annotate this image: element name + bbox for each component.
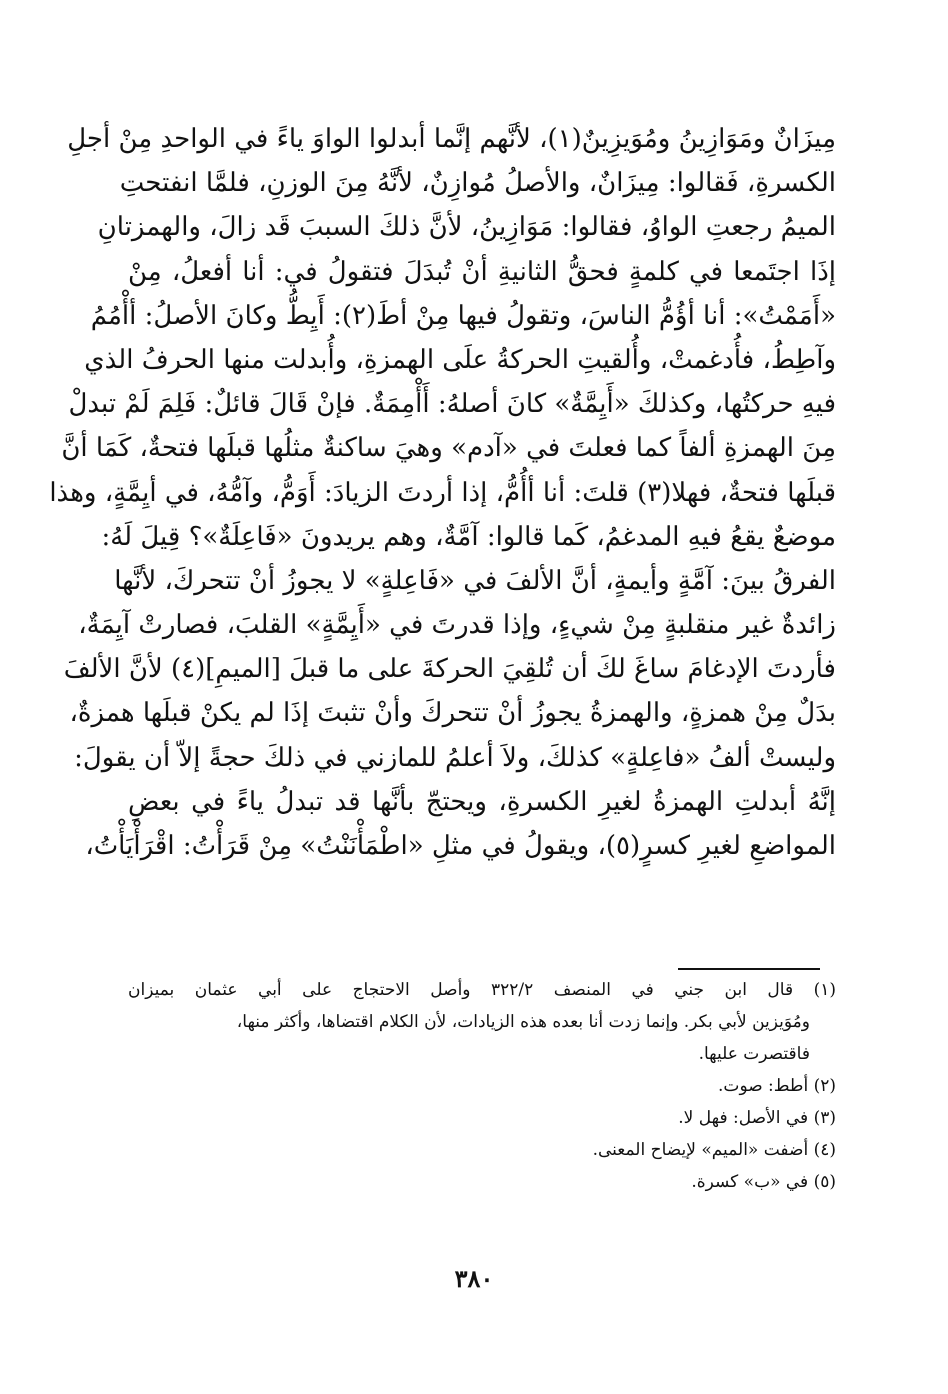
text-line: موضعٌ يقعُ فيهِ المدغمُ، كَما قالوا: آمَّةٌ، وهم يريدونَ «فَاعِلَةٌ»؟ قِيلَ لَهُ: <box>101 521 836 552</box>
text-line: قبلَها فتحةٌ، فهلا(٣) قلتَ: أنا أأُمُّ، إذا أردتَ الزيادَ: أَوَمُّ، وآمُّهُ، في أيِمَّةٍ، وهذا <box>49 477 836 508</box>
text-line: فأردتَ الإدغامَ ساغَ لكَ أن تُلقِيَ الحركةَ على ما قبلَ [الميمِ](٤) لأنَّ الألفَ <box>63 654 836 685</box>
footnote-1-continued: فاقتصرت عليها. <box>698 1044 810 1064</box>
text-line: الفرقُ بينَ: آمَّةٍ وأيمةٍ، أنَّ الألفَ في «فَاعِلةٍ» لا يجوزُ أنْ تتحركَ، لأنَّها <box>114 565 836 596</box>
text-line: مِيزَانٌ ومَوَازِينُ ومُوَيزِينٌ(١)، لأنَّهم إنَّما أبدلوا الواوَ ياءً في الواحدِ مِنْ أجلِ <box>67 124 836 154</box>
footnote-2: (٢) أطط: صوت. <box>718 1076 836 1096</box>
footnotes-block <box>128 974 836 1198</box>
text-line: إذَا اجتَمعا في كلمةٍ فحقُّ الثانيةِ أنْ تُبدَلَ فتقولُ في: أنا أفعلُ، مِنْ <box>128 256 836 287</box>
footnote-1-continued: ومُوَيزين لأبي بكر. وإنما زدت أنا بعده هذه الزيادات، لأن الكلام اقتضاها، وأكثر منها، <box>236 1012 810 1032</box>
footnote-1: (١) قال ابن جني في المنصف ٣٢٢/٢ وأصل الاحتجاج على أبي عثمان بميزان <box>128 980 836 1000</box>
main-text-block <box>49 117 836 868</box>
footnote-3: (٣) في الأصل: فهل لا. <box>678 1108 836 1128</box>
text-line: وآطِطُ، فأُدغمتْ، وأُلقيتِ الحركةُ علَى الهمزةِ، وأُبدلت منها الحرفُ الذي <box>84 344 836 375</box>
text-line: مِنَ الهمزةِ ألفاً كما فعلتَ في «آدم» وهيَ ساكنةٌ مثلُها قبلَها فتحةٌ، كَمَا أنَّ <box>61 433 836 464</box>
text-line: فيهِ حركتُها، وكذلكَ «أَيِمَّةٌ» كانَ أصلهُ: أَأْمِمَةٌ. فإنْ قَالَ قائلٌ: فَلِمَ لَمْ تبدلْ <box>68 389 836 420</box>
footnote-4: (٤) أضفت «الميم» لإيضاح المعنى. <box>592 1140 836 1160</box>
text-line: بدَلٌ مِنْ همزةٍ، والهمزةُ يجوزُ أنْ تتحركَ وأنْ تثبتَ إذَا لم يكنْ قبلَها همزةٌ، <box>69 698 836 729</box>
text-line: «أَمَمْتُ»: أنا أؤُمُّ الناسَ، وتقولُ فيها مِنْ أطَ(٢): أَيِطُّ وكانَ الأصلُ: أأْمُمُ <box>90 300 836 331</box>
text-line: وليستْ ألفُ «فاعِلةٍ» كذلكَ، ولاَ أعلمُ للمازني في ذلكَ حجةً إلاّ أن يقولَ: <box>74 742 836 773</box>
text-line: زائدةٌ غير منقلبةٍ مِنْ شيءٍ، وإذا قدرتَ في «أَيِمَّةٍ» القلبَ، فصارتْ آيِمَةٌ، <box>78 610 836 641</box>
text-line: الميمُ رجعتِ الواوُ، فقالوا: مَوَازِينُ، لأنَّ ذلكَ السببَ قَد زالَ، والهمزتانِ <box>97 212 836 243</box>
footnote-5: (٥) في «ب» كسرة. <box>691 1172 836 1192</box>
page-number: ٣٨٠ <box>454 1264 494 1293</box>
footnote-separator <box>678 968 820 970</box>
text-line: إنَّهُ أبدلتِ الهمزةُ لغيرِ الكسرةِ، ويحتجّ بأنَّها قد تبدلُ ياءً في بعضِ <box>128 786 836 817</box>
text-line: المواضعِ لغيرِ كسرٍ(٥)، ويقولُ في مثلِ «اطْمَأْنَنْتُ» مِنْ قَرَأْتُ: اقْرَأْيَأْتُ، <box>85 831 836 861</box>
text-line: الكسرةِ، فَقالوا: مِيزَانٌ، والأصلُ مُوازِنٌ، لأنَّهُ مِنَ الوزنِ، فلمَّا انفتحتِ <box>119 168 836 199</box>
